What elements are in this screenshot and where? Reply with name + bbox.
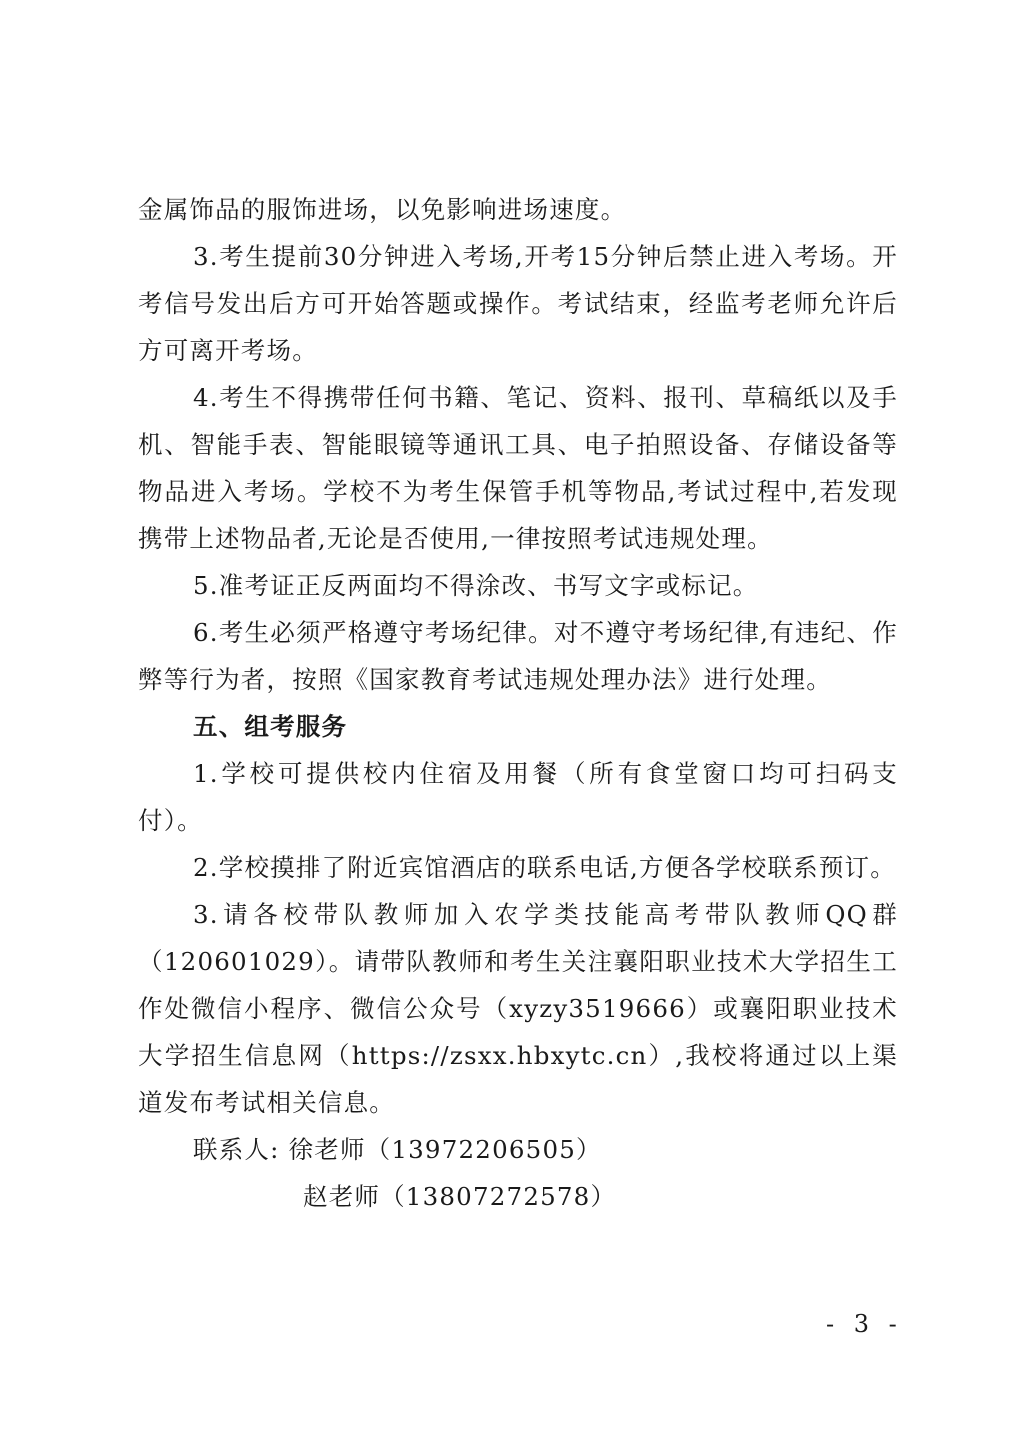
contact-second: 赵老师（13807272578） (303, 1182, 617, 1211)
rule-item-4: 4.考生不得携带任何书籍、笔记、资料、报刊、草稿纸以及手机、智能手表、智能眼镜等通讯工具、电子拍照设备、存储设备等物品进入考场。学校不为考生保管手机等物品,考试过程中,若发现携带上述物品者,无论是否使用,一律按照考试违规处理。 (138, 383, 898, 553)
document-body (138, 186, 898, 1220)
rule-item-3: 3.考生提前30分钟进入考场,开考15分钟后禁止进入考场。开考信号发出后方可开始答题或操作。考试结束，经监考老师允许后方可离开考场。 (138, 242, 898, 365)
rule-item-5: 5.准考证正反两面均不得涂改、书写文字或标记。 (193, 571, 759, 600)
contact-line-first (138, 1126, 898, 1173)
contact-label: 联系人: (193, 1135, 280, 1164)
contact-first: 徐老师（13972206505） (288, 1135, 602, 1164)
contact-line-second (138, 1173, 898, 1220)
service-item-1: 1.学校可提供校内住宿及用餐（所有食堂窗口均可扫码支付）。 (138, 759, 898, 835)
paragraph-continuation: 金属饰品的服饰进场，以免影响进场速度。 (138, 195, 627, 224)
service-item-3: 3.请各校带队教师加入农学类技能高考带队教师QQ群（120601029）。请带队教师和考生关注襄阳职业技术大学招生工作处微信小程序、微信公众号（xyzy3519666）或襄阳职业技术大学招生信息网（https://zsxx.hbxytc.cn）,我校将通过以上渠道发布考试相关信息。 (138, 900, 898, 1117)
rule-item-6: 6.考生必须严格遵守考场纪律。对不遵守考场纪律,有违纪、作弊等行为者，按照《国家教育考试违规处理办法》进行处理。 (138, 618, 898, 694)
section-heading: 五、组考服务 (193, 712, 348, 741)
page-number: - 3 - (826, 1310, 903, 1338)
service-item-2: 2.学校摸排了附近宾馆酒店的联系电话,方便各学校联系预订。 (193, 853, 896, 882)
